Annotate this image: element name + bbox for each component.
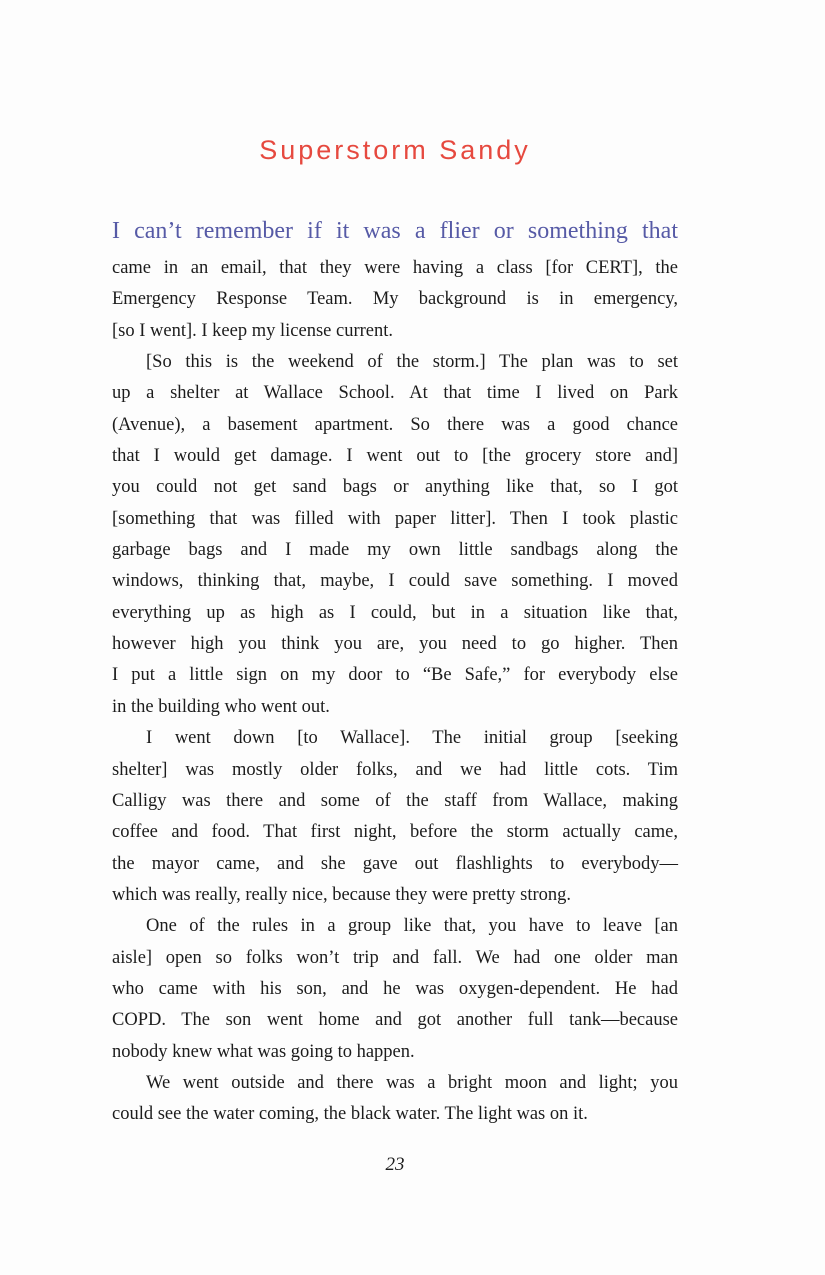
- text-line: the mayor came, and she gave out flashlights to everybody—: [112, 853, 678, 874]
- text-line: could see the water coming, the black water. The light was on it.: [112, 1104, 588, 1125]
- text-line: [something that was filled with paper litter]. Then I took plastic: [112, 508, 678, 529]
- story-text: [112, 253, 678, 1131]
- text-line: up a shelter at Wallace School. At that time I lived on Park: [112, 383, 678, 404]
- text-line: that I would get damage. I went out to [the grocery store and]: [112, 446, 678, 467]
- text-line: however high you think you are, you need to go higher. Then: [112, 634, 678, 655]
- text-line: who came with his son, and he was oxygen-dependent. He had: [112, 978, 678, 999]
- text-line: We went outside and there was a bright moon and light; you: [146, 1072, 678, 1093]
- text-block: [112, 0, 678, 1131]
- text-line: Emergency Response Team. My background is in emergency,: [112, 289, 678, 310]
- text-line: aisle] open so folks won’t trip and fall. We had one older man: [112, 947, 678, 968]
- page-number: 23: [385, 1154, 405, 1175]
- text-line: which was really, really nice, because they were pretty strong.: [112, 884, 572, 905]
- text-line: I put a little sign on my door to “Be Safe,” for everybody else: [112, 665, 678, 686]
- text-line: in the building who went out.: [112, 696, 330, 717]
- text-line: garbage bags and I made my own little sandbags along the: [112, 540, 678, 561]
- text-line: came in an email, that they were having a class [for CERT], the: [112, 258, 678, 278]
- text-line: COPD. The son went home and got another full tank—because: [112, 1010, 678, 1031]
- text-line: coffee and food. That first night, before the storm actually came,: [112, 822, 678, 843]
- text-line: shelter] was mostly older folks, and we had little cots. Tim: [112, 759, 678, 780]
- text-line: (Avenue), a basement apartment. So there was a good chance: [112, 414, 678, 435]
- text-line: nobody knew what was going to happen.: [112, 1041, 415, 1062]
- text-line: One of the rules in a group like that, you have to leave [an: [146, 916, 678, 937]
- text-line: Calligy was there and some of the staff from Wallace, making: [112, 790, 678, 811]
- chapter-title: Superstorm Sandy: [259, 135, 531, 165]
- text-line: windows, thinking that, maybe, I could save something. I moved: [112, 571, 678, 592]
- text-line: I went down [to Wallace]. The initial group [seeking: [146, 728, 678, 749]
- text-line: you could not get sand bags or anything like that, so I got: [112, 477, 678, 498]
- lead-in-line: I can’t remember if it was a flier or something that: [112, 218, 678, 244]
- text-line: everything up as high as I could, but in a situation like that,: [112, 602, 678, 623]
- text-line: [So this is the weekend of the storm.] The plan was to set: [146, 352, 678, 373]
- text-line: [so I went]. I keep my license current.: [112, 320, 393, 341]
